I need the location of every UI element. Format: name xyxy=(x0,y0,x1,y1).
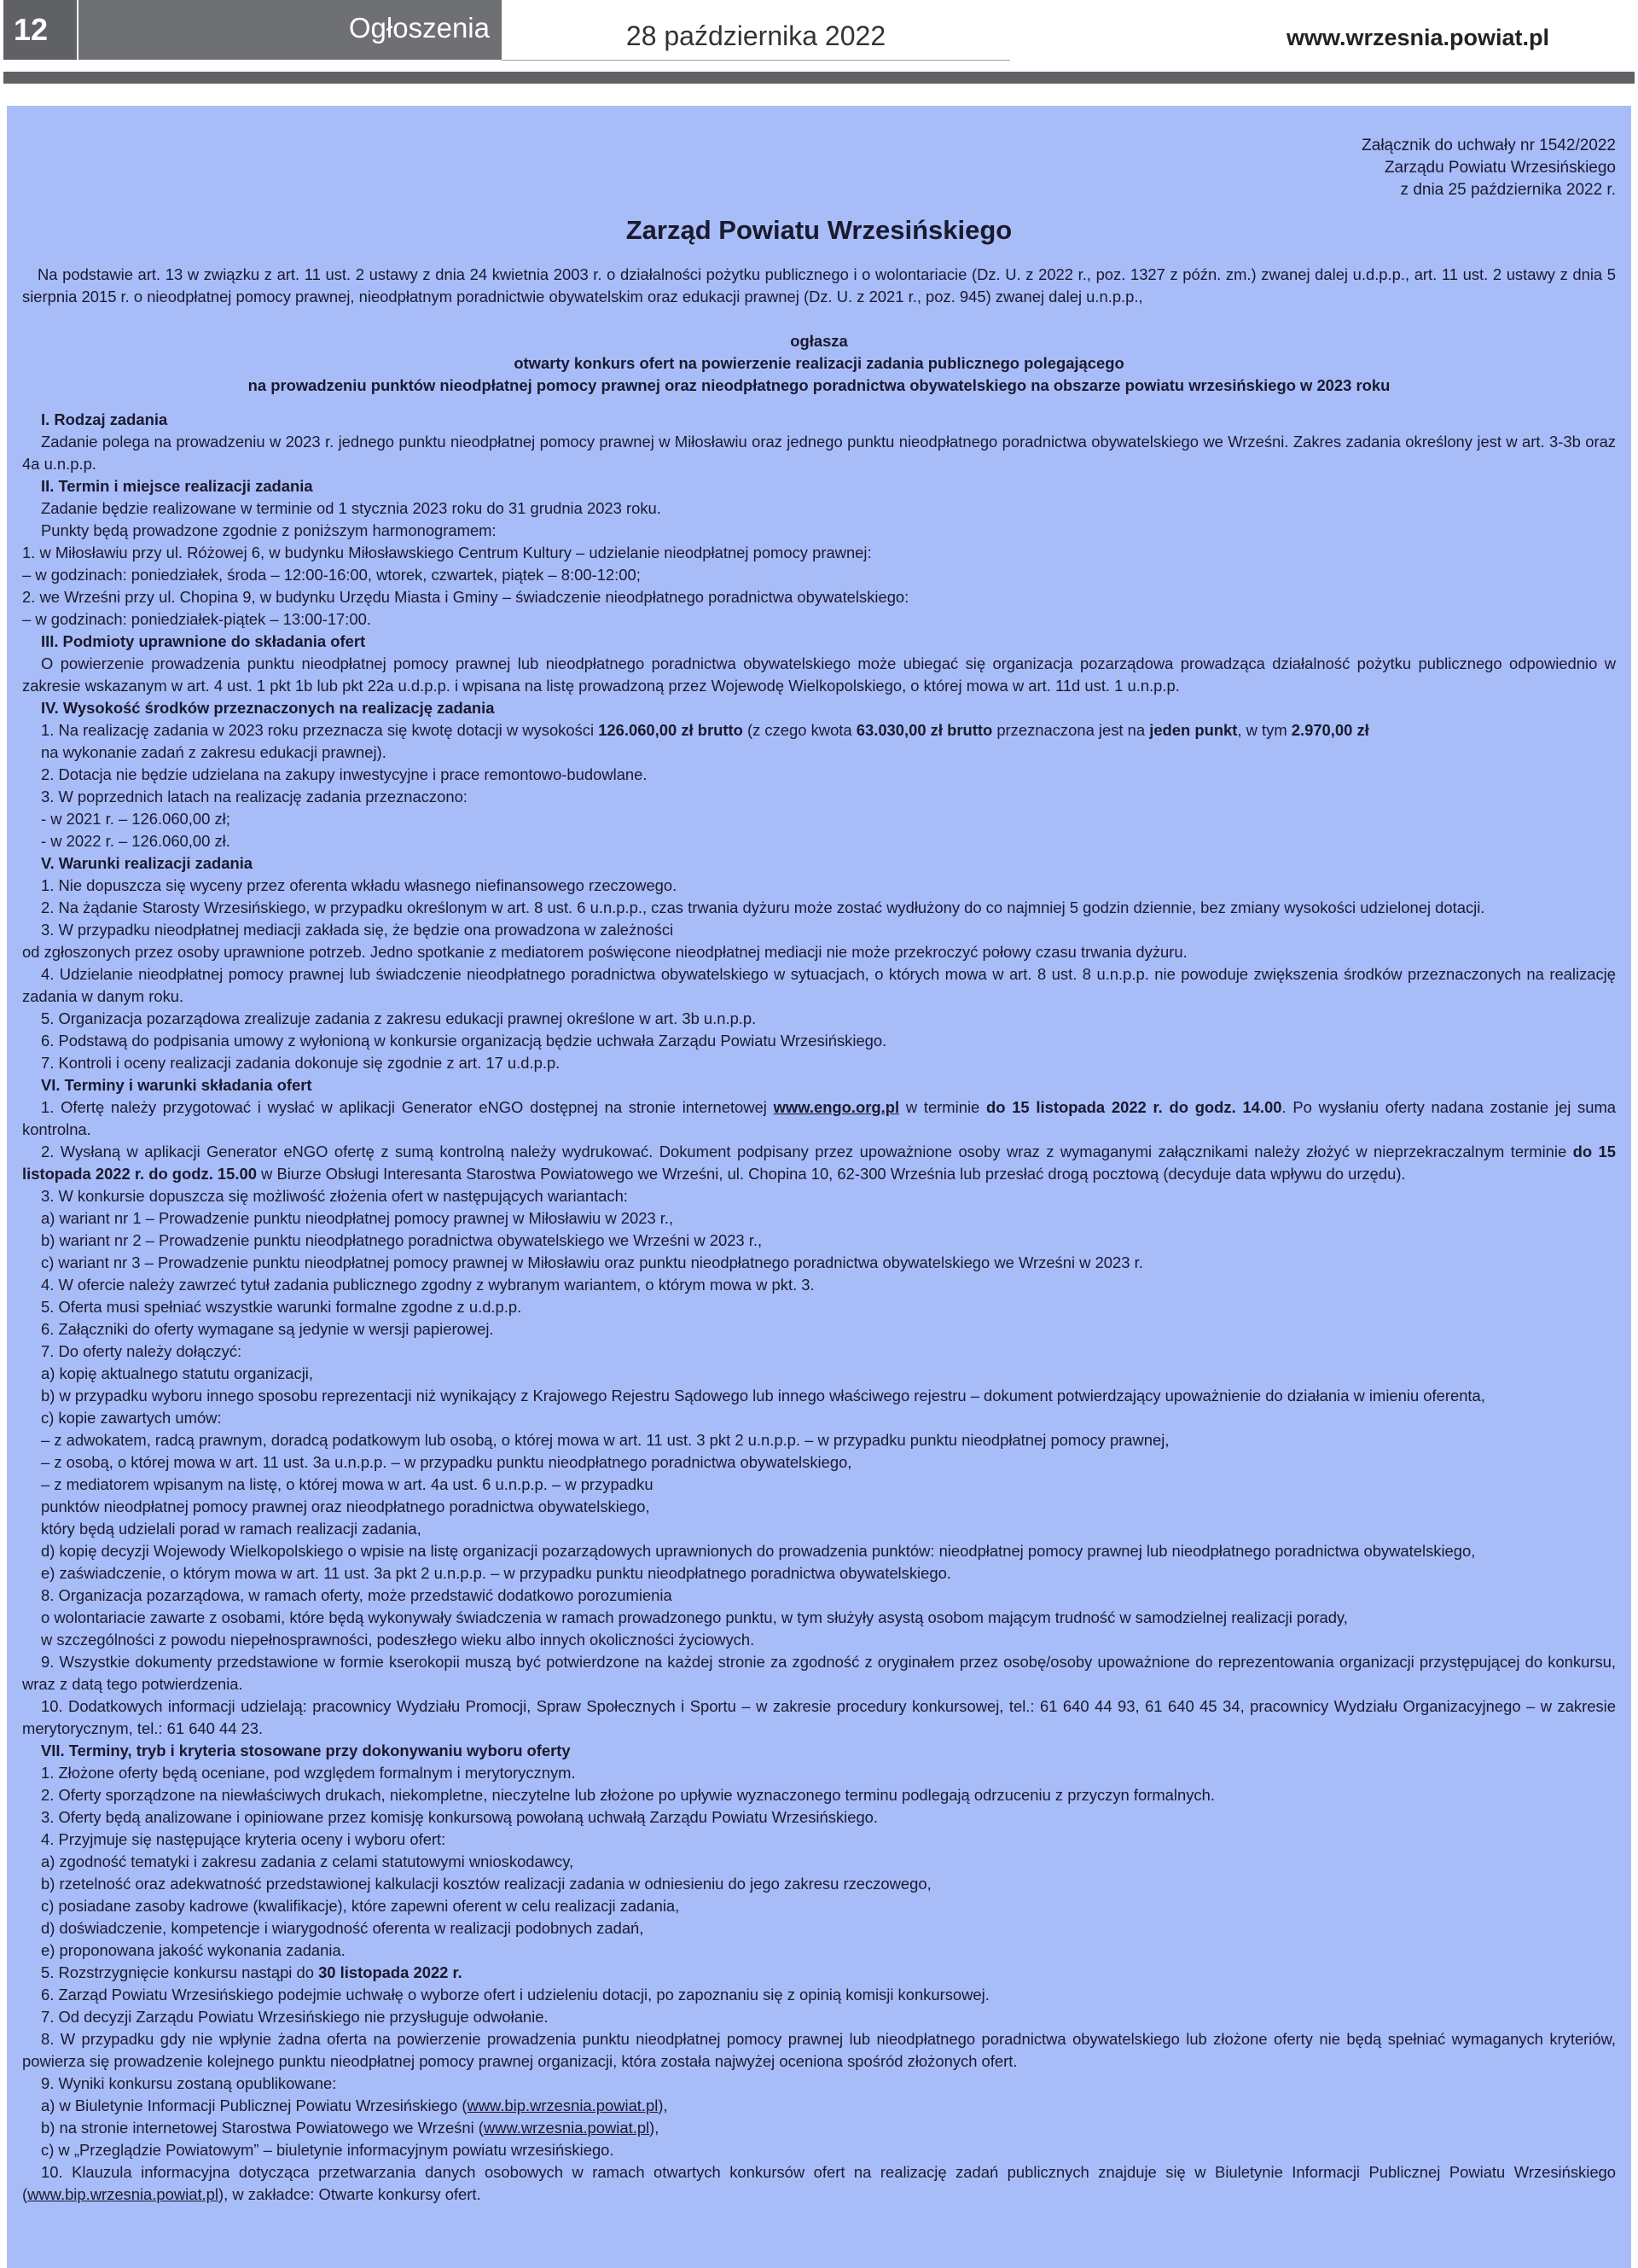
section-line: 2. Dotacja nie będzie udzielana na zakupy inwestycyjne i prace remontowo-budowlane. xyxy=(41,765,648,783)
section-line: a) wariant nr 1 – Prowadzenie punktu nieodpłatnej pomocy prawnej w Miłosławiu w 2023 r., xyxy=(41,1209,674,1227)
section-line: a) w Biuletynie Informacji Publicznej Powiatu Wrzesińskiego (www.bip.wrzesnia.powiat.pl), xyxy=(41,2096,668,2114)
section-line: – w godzinach: poniedziałek-piątek – 13:00-17:00. xyxy=(22,610,371,628)
section-heading: VII. Terminy, tryb i kryteria stosowane przy dokonywaniu wyboru oferty xyxy=(41,1742,571,1759)
announce-line: na prowadzeniu punktów nieodpłatnej pomocy prawnej oraz nieodpłatnego poradnictwa obywatelskiego na obszarze powiatu wrzesińskiego w 2023 roku xyxy=(247,376,1391,394)
section-line: 1. Złożone oferty będą oceniane, pod względem formalnym i merytorycznym. xyxy=(41,1764,576,1782)
section-line: 5. Oferta musi spełniać wszystkie warunki formalne zgodne z u.d.p.p. xyxy=(41,1298,522,1316)
section-line: o wolontariacie zawarte z osobami, które będą wykonywały świadczenia w ramach prowadzonego punktu, w tym służyły asystą osobom mającym trudność w samodzielnej realizacji porady, xyxy=(41,1608,1348,1626)
section-line: b) wariant nr 2 – Prowadzenie punktu nieodpłatnego poradnictwa obywatelskiego we Wrześni w 2023 r., xyxy=(41,1231,763,1249)
announcement-title: Zarząd Powiatu Wrzesińskiego xyxy=(625,215,1013,245)
section-line: 1. w Miłosławiu przy ul. Różowej 6, w budynku Miłosławskiego Centrum Kultury – udzielanie nieodpłatnej pomocy prawnej: xyxy=(22,544,872,561)
section-line: b) w przypadku wyboru innego sposobu reprezentacji niż wynikający z Krajowego Rejestru Sądowego lub innego właściwego rejestru – dokument potwierdzający upoważnienie do działania w imieniu oferenta, xyxy=(41,1387,1485,1404)
section-line: w szczególności z powodu niepełnosprawności, podeszłego wieku albo innych okoliczności życiowych. xyxy=(41,1631,755,1649)
section-line: 6. Zarząd Powiatu Wrzesińskiego podejmie uchwałę o wyborze ofert i udzieleniu dotacji, po zapoznaniu się z opinią komisji konkursowej. xyxy=(41,1986,990,2003)
announcement-panel xyxy=(7,106,1631,2268)
page-header xyxy=(0,0,1638,85)
section-line: – w godzinach: poniedziałek, środa – 12:00-16:00, wtorek, czwartek, piątek – 8:00-12:00; xyxy=(22,566,641,584)
section-title: Ogłoszenia xyxy=(78,0,502,60)
website-link[interactable]: www.wrzesnia.powiat.pl xyxy=(483,2119,650,2137)
section-line: 2. we Wrześni przy ul. Chopina 9, w budynku Urzędu Miasta i Gminy – świadczenie nieodpłatnego poradnictwa obywatelskiego: xyxy=(22,588,909,606)
intro-paragraph: Na podstawie art. 13 w związku z art. 11 ust. 2 ustawy z dnia 24 kwietnia 2003 r. o działalności pożytku publicznego i o wolontariacie (Dz. U. z 2022 r., poz. 1327 z późn. zm.) zwanej dalej u.d.p.p., art. 11 ust. 2 ustawy z dnia 5 sierpnia 2015 r. o nieodpłatnej pomocy prawnej, nieodpłatnym poradnictwie obywatelskim oraz edukacji prawnej (Dz. U. z 2021 r., poz. 945) zwanej dalej u.n.p.p., xyxy=(22,265,1616,305)
website-link[interactable]: www.wrzesnia.powiat.pl xyxy=(1286,25,1549,50)
section-line: 9. Wszystkie dokumenty przedstawione w formie kserokopii muszą być potwierdzone na każdej stronie za zgodność z oryginałem przez osobę/osoby upoważnione do reprezentowania organizacji przystępującej do konkursu, wraz z datą tego potwierdzenia. xyxy=(22,1653,1616,1693)
bip-link[interactable]: www.bip.wrzesnia.powiat.pl xyxy=(467,2096,659,2114)
section-heading: V. Warunki realizacji zadania xyxy=(41,854,253,872)
section-line: od zgłoszonych przez osoby uprawnione potrzeb. Jedno spotkanie z mediatorem poświęcone nieodpłatnej mediacji nie może przekroczyć połowy czasu trwania dyżuru. xyxy=(22,943,1188,961)
section-line: 9. Wyniki konkursu zostaną opublikowane: xyxy=(41,2074,337,2092)
section-line: c) posiadane zasoby kadrowe (kwalifikacje), które zapewni oferent w celu realizacji zadania, xyxy=(41,1897,680,1915)
announce-line: ogłasza xyxy=(790,332,848,350)
section-line: 3. W poprzednich latach na realizację zadania przeznaczono: xyxy=(41,788,468,805)
section-line: 4. Przyjmuje się następujące kryteria oceny i wyboru ofert: xyxy=(41,1830,446,1848)
section-line: c) w „Przeglądzie Powiatowym” – biuletynie informacyjnym powiatu wrzesińskiego. xyxy=(41,2141,614,2159)
section-line: – z adwokatem, radcą prawnym, doradcą podatkowym lub osobą, o której mowa w art. 11 ust. 3 pkt 2 u.n.p.p. – w przypadku punktu nieodpłatnej pomocy prawnej, xyxy=(41,1431,1170,1449)
section-line: – z osobą, o której mowa w art. 11 ust. 3a u.n.p.p. – w przypadku punktu nieodpłatnego poradnictwa obywatelskiego, xyxy=(41,1453,852,1471)
section-line: 2. Na żądanie Starosty Wrzesińskiego, w przypadku określonym w art. 8 ust. 6 u.n.p.p., czas trwania dyżuru może zostać wydłużony do co najmniej 5 godzin dziennie, bez zmiany wysokości udzielonej dotacji. xyxy=(41,898,1485,916)
section-line: 8. Organizacja pozarządowa, w ramach oferty, może przedstawić dodatkowo porozumienia xyxy=(41,1586,672,1604)
header-bar xyxy=(3,72,1635,84)
section-line: 1. Na realizację zadania w 2023 roku przeznacza się kwotę dotacji w wysokości 126.060,00 zł brutto (z czego kwota 63.030,00 zł brutto przeznaczona jest na jeden punkt, w tym 2.970,00 zł xyxy=(41,721,1369,739)
section-line: na wykonanie zadań z zakresu edukacji prawnej). xyxy=(41,743,386,761)
section-line: d) doświadczenie, kompetencje i wiarygodność oferenta w realizacji podobnych zadań, xyxy=(41,1919,644,1937)
section-line: 3. W konkursie dopuszcza się możliwość złożenia ofert w następujących wariantach: xyxy=(41,1187,628,1205)
section-line: 6. Podstawą do podpisania umowy z wyłonioną w konkursie organizacją będzie uchwała Zarządu Powiatu Wrzesińskiego. xyxy=(41,1032,887,1050)
header-divider xyxy=(502,60,1010,61)
attachment-line: z dnia 25 października 2022 r. xyxy=(1400,181,1616,199)
announcement-body xyxy=(22,264,1616,2206)
section-heading: VI. Terminy i warunki składania ofert xyxy=(41,1076,312,1094)
section-line: – z mediatorem wpisanym na listę, o której mowa w art. 4a ust. 6 u.n.p.p. – w przypadku xyxy=(41,1475,653,1493)
section-line: 1. Ofertę należy przygotować i wysłać w aplikacji Generator eNGO dostępnej na stronie internetowej www.engo.org.pl w terminie do 15 listopada 2022 r. do godz. 14.00. Po wysłaniu oferty nadana zostanie jej suma kontrolna. xyxy=(22,1098,1616,1138)
section-line: b) rzetelność oraz adekwatność przedstawionej kalkulacji kosztów realizacji zadania w odniesieniu do jego zakresu rzeczowego, xyxy=(41,1875,932,1893)
bip-link[interactable]: www.bip.wrzesnia.powiat.pl xyxy=(27,2185,218,2203)
section-line: 2. Wysłaną w aplikacji Generator eNGO ofertę z sumą kontrolną należy wydrukować. Dokument podpisany przez upoważnione osoby wraz z wymaganymi załącznikami należy złożyć w nieprzekraczalnym terminie do 15 listopada 2022 r. do godz. 15.00 w Biurze Obsługi Interesanta Starostwa Powiatowego we Wrześni, ul. Chopina 10, 62-300 Września lub przesłać drogą pocztową (decyduje data wpływu do urzędu). xyxy=(22,1143,1616,1183)
section-line: Punkty będą prowadzone zgodnie z poniższym harmonogramem: xyxy=(41,521,497,539)
section-paragraph: O powierzenie prowadzenia punktu nieodpłatnej pomocy prawnej lub nieodpłatnego poradnictwa obywatelskiego może ubiegać się organizacja pozarządowa prowadząca działalność pożytku publicznego odpowiednio w zakresie wskazanym w art. 4 ust. 1 pkt 1b lub pkt 22a u.d.p.p. i wpisana na listę prowadzoną przez Wojewodę Wielkopolskiego, o której mowa w art. 11d ust. 1 u.n.p.p. xyxy=(22,654,1616,695)
section-line: b) na stronie internetowej Starostwa Powiatowego we Wrześni (www.wrzesnia.powiat.pl), xyxy=(41,2119,659,2137)
section-line: 4. Udzielanie nieodpłatnej pomocy prawnej lub świadczenie nieodpłatnego poradnictwa obywatelskiego w sytuacjach, o których mowa w art. 8 ust. 8 u.n.p.p. nie powoduje zwiększenia środków przeznaczonych na realizację zadania w danym roku. xyxy=(22,965,1616,1005)
section-line: - w 2021 r. – 126.060,00 zł; xyxy=(41,810,230,828)
section-heading: I. Rodzaj zadania xyxy=(41,410,168,428)
section-line: 6. Załączniki do oferty wymagane są jedynie w wersji papierowej. xyxy=(41,1320,494,1338)
engo-link[interactable]: www.engo.org.pl xyxy=(773,1098,900,1116)
section-heading: II. Termin i miejsce realizacji zadania xyxy=(41,477,313,495)
section-line: e) proponowana jakość wykonania zadania. xyxy=(41,1941,346,1959)
section-line: punktów nieodpłatnej pomocy prawnej oraz nieodpłatnego poradnictwa obywatelskiego, xyxy=(41,1497,650,1515)
section-line: 7. Kontroli i oceny realizacji zadania dokonuje się zgodnie z art. 17 u.d.p.p. xyxy=(41,1054,561,1072)
issue-date: 28 października 2022 xyxy=(625,20,886,51)
section-line: e) zaświadczenie, o którym mowa w art. 11 ust. 3a pkt 2 u.n.p.p. – w przypadku punktu nieodpłatnego poradnictwa obywatelskiego. xyxy=(41,1564,951,1582)
section-line: 5. Rozstrzygnięcie konkursu nastąpi do 30 listopada 2022 r. xyxy=(41,1963,462,1981)
section-line: 7. Do oferty należy dołączyć: xyxy=(41,1342,242,1360)
section-line: 7. Od decyzji Zarządu Powiatu Wrzesińskiego nie przysługuje odwołanie. xyxy=(41,2008,549,2026)
announce-line: otwarty konkurs ofert na powierzenie realizacji zadania publicznego polegającego xyxy=(514,354,1124,372)
section-line: 1. Nie dopuszcza się wyceny przez oferenta wkładu własnego niefinansowego rzeczowego. xyxy=(41,876,677,894)
attachment-line: Załącznik do uchwały nr 1542/2022 xyxy=(1362,137,1616,154)
section-line: 3. Oferty będą analizowane i opiniowane przez komisję konkursową powołaną uchwałą Zarządu Powiatu Wrzesińskiego. xyxy=(41,1808,879,1826)
section-paragraph: Zadanie polega na prowadzeniu w 2023 r. jednego punktu nieodpłatnej pomocy prawnej w Miłosławiu oraz jednego punktu nieodpłatnego poradnictwa obywatelskiego we Wrześni. Zakres zadania określony jest w art. 3-3b oraz 4a u.n.p.p. xyxy=(22,433,1616,473)
section-line: d) kopię decyzji Wojewody Wielkopolskiego o wpisie na listę organizacji pozarządowych uprawnionych do prowadzenia punktów: nieodpłatnej pomocy prawnej lub nieodpłatnego poradnictwa obywatelskiego, xyxy=(41,1542,1476,1560)
section-line: c) kopie zawartych umów: xyxy=(41,1409,222,1427)
section-line: 4. W ofercie należy zawrzeć tytuł zadania publicznego zgodny z wybranym wariantem, o którym mowa w pkt. 3. xyxy=(41,1276,815,1294)
section-line: - w 2022 r. – 126.060,00 zł. xyxy=(41,832,230,850)
section-line: a) zgodność tematyki i zakresu zadania z celami statutowymi wnioskodawcy, xyxy=(41,1852,574,1870)
section-heading: IV. Wysokość środków przeznaczonych na realizację zadania xyxy=(41,699,495,717)
section-heading: III. Podmioty uprawnione do składania ofert xyxy=(41,632,366,650)
attachment-note xyxy=(1362,135,1616,201)
section-line: 10. Klauzula informacyjna dotycząca przetwarzania danych osobowych w ramach otwartych konkursów ofert na realizację zadań publicznych znajduje się w Biuletynie Informacji Publicznej Powiatu Wrzesińskiego (www.bip.wrzesnia.powiat.pl), w zakładce: Otwarte konkursy ofert. xyxy=(22,2163,1616,2203)
section-line: 5. Organizacja pozarządowa zrealizuje zadania z zakresu edukacji prawnej określone w art. 3b u.n.p.p. xyxy=(41,1009,757,1027)
section-line: 3. W przypadku nieodpłatnej mediacji zakłada się, że będzie ona prowadzona w zależności xyxy=(41,921,674,939)
section-line: 2. Oferty sporządzone na niewłaściwych drukach, niekompletne, nieczytelne lub złożone po upływie wyznaczonego terminu podlegają odrzuceniu z przyczyn formalnych. xyxy=(41,1786,1215,1804)
page-number: 12 xyxy=(3,0,77,60)
section-line: Zadanie będzie realizowane w terminie od 1 stycznia 2023 roku do 31 grudnia 2023 roku. xyxy=(41,499,661,517)
section-line: 10. Dodatkowych informacji udzielają: pracownicy Wydziału Promocji, Spraw Społecznych i Sportu – w zakresie procedury konkursowej, tel.: 61 640 44 93, 61 640 45 34, pracownicy Wydziału Organizacyjnego – w zakresie merytorycznym, tel.: 61 640 44 23. xyxy=(22,1697,1616,1737)
section-line: a) kopię aktualnego statutu organizacji, xyxy=(41,1364,313,1382)
section-line: 8. W przypadku gdy nie wpłynie żadna oferta na powierzenie prowadzenia punktu nieodpłatnej pomocy prawnej lub nieodpłatnego poradnictwa obywatelskiego lub złożone oferty nie będą spełniać wymaganych kryteriów, powierza się prowadzenie kolejnego punktu nieodpłatnej pomocy prawnej organizacji, która została najwyżej oceniona spośród złożonych ofert. xyxy=(22,2030,1616,2070)
section-line: c) wariant nr 3 – Prowadzenie punktu nieodpłatnej pomocy prawnej w Miłosławiu oraz punktu nieodpłatnego poradnictwa obywatelskiego we Wrześni w 2023 r. xyxy=(41,1253,1143,1271)
attachment-line: Zarządu Powiatu Wrzesińskiego xyxy=(1384,159,1616,177)
section-line: który będą udzielali porad w ramach realizacji zadania, xyxy=(41,1520,421,1538)
